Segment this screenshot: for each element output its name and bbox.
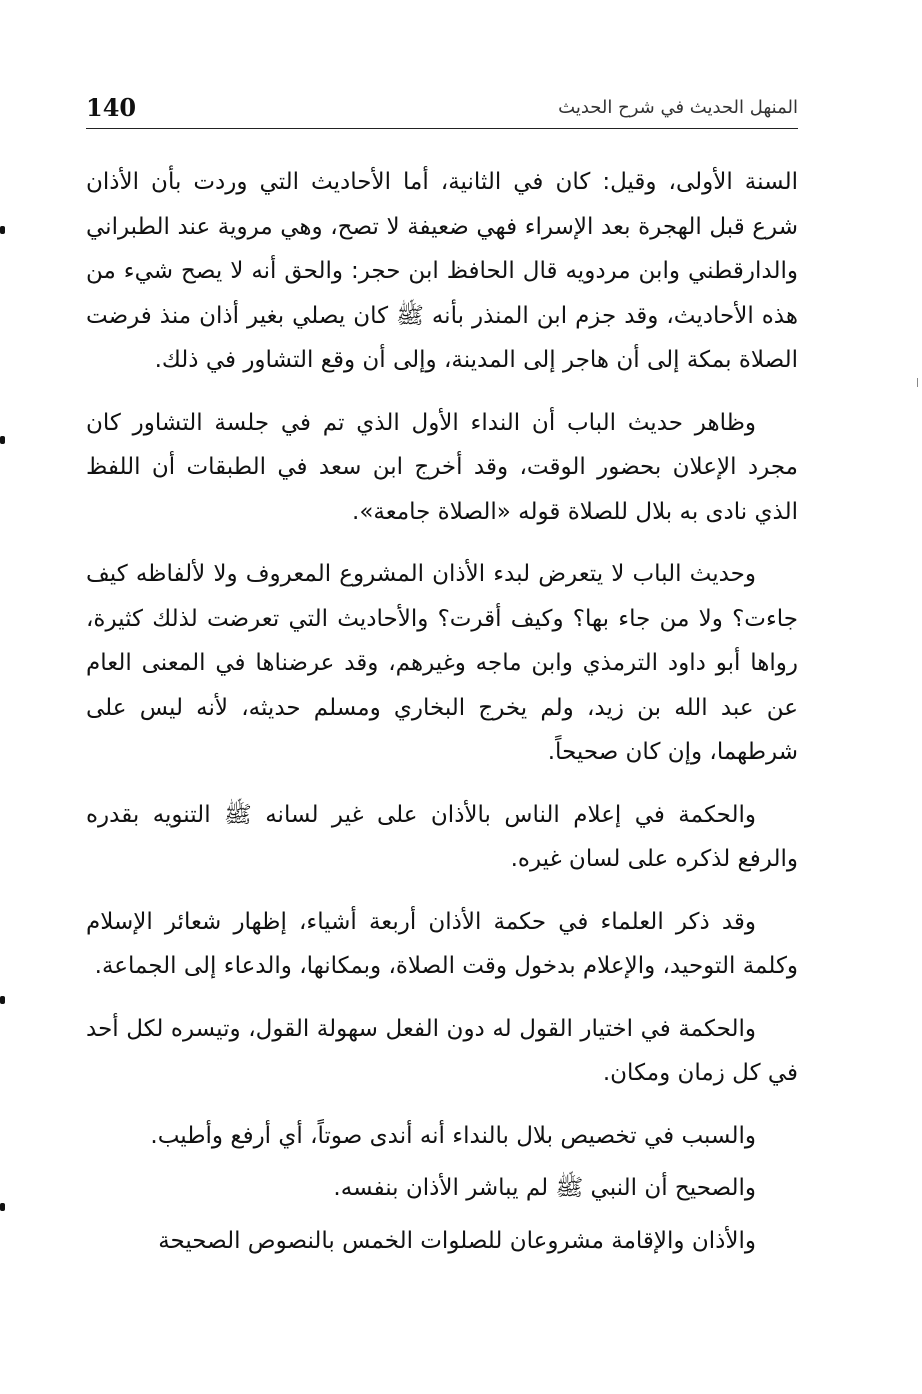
running-title: المنهل الحديث في شرح الحديث	[558, 97, 798, 118]
paragraph: والسبب في تخصيص بلال بالنداء أنه أندى صوتاً، أي أرفع وأطيب.	[150, 1122, 756, 1149]
page-body	[86, 160, 798, 1281]
paragraph: والأذان والإقامة مشروعان للصلوات الخمس بالنصوص الصحيحة	[158, 1227, 756, 1254]
binding-mark	[0, 1203, 5, 1211]
paragraph: وحديث الباب لا يتعرض لبدء الأذان المشروع المعروف ولا لألفاظه كيف جاءت؟ ولا من جاء بها؟ وكيف أقرت؟ والأحاديث التي تعرضت لذلك كثيرة، رواها أبو داود الترمذي وابن ماجه وغيرهم، وقد عرضناها في المعنى العام عن عبد الله بن زيد، ولم يخرج البخاري ومسلم حديثه، لأنه ليس على شرطهما، وإن كان صحيحاً.	[86, 561, 798, 765]
page-number: 140	[86, 93, 137, 122]
scan-mark	[917, 378, 918, 387]
paragraph: والحكمة في إعلام الناس بالأذان على غير لسانه ﷺ التنويه بقدره والرفع لذكره على لسان غيره.	[86, 801, 798, 872]
paragraph: والصحيح أن النبي ﷺ لم يباشر الأذان بنفسه.	[333, 1175, 756, 1201]
page-header	[86, 92, 798, 129]
paragraph: وظاهر حديث الباب أن النداء الأول الذي تم في جلسة التشاور كان مجرد الإعلان بحضور الوقت، وقد أخرج ابن سعد في الطبقات أن اللفظ الذي نادى به بلال للصلاة قوله «الصلاة جامعة».	[86, 409, 798, 525]
binding-mark	[0, 996, 5, 1004]
binding-mark	[0, 436, 5, 444]
paragraph: وقد ذكر العلماء في حكمة الأذان أربعة أشياء، إظهار شعائر الإسلام وكلمة التوحيد، والإعلام بدخول وقت الصلاة، وبمكانها، والدعاء إلى الجماعة.	[86, 908, 798, 979]
paragraph: السنة الأولى، وقيل: كان في الثانية، أما الأحاديث التي وردت بأن الأذان شرع قبل الهجرة بعد الإسراء فهي ضعيفة لا تصح، وهي مروية عند الطبراني والدارقطني وابن مردويه قال الحافظ ابن حجر: والحق أنه لا يصح شيء من هذه الأحاديث، وقد جزم ابن المنذر بأنه ﷺ كان يصلي بغير أذان منذ فرضت الصلاة بمكة إلى أن هاجر إلى المدينة، وإلى أن وقع التشاور في ذلك.	[86, 169, 798, 373]
binding-mark	[0, 226, 5, 234]
paragraph: والحكمة في اختيار القول له دون الفعل سهولة القول، وتيسره لكل أحد في كل زمان ومكان.	[86, 1015, 798, 1086]
